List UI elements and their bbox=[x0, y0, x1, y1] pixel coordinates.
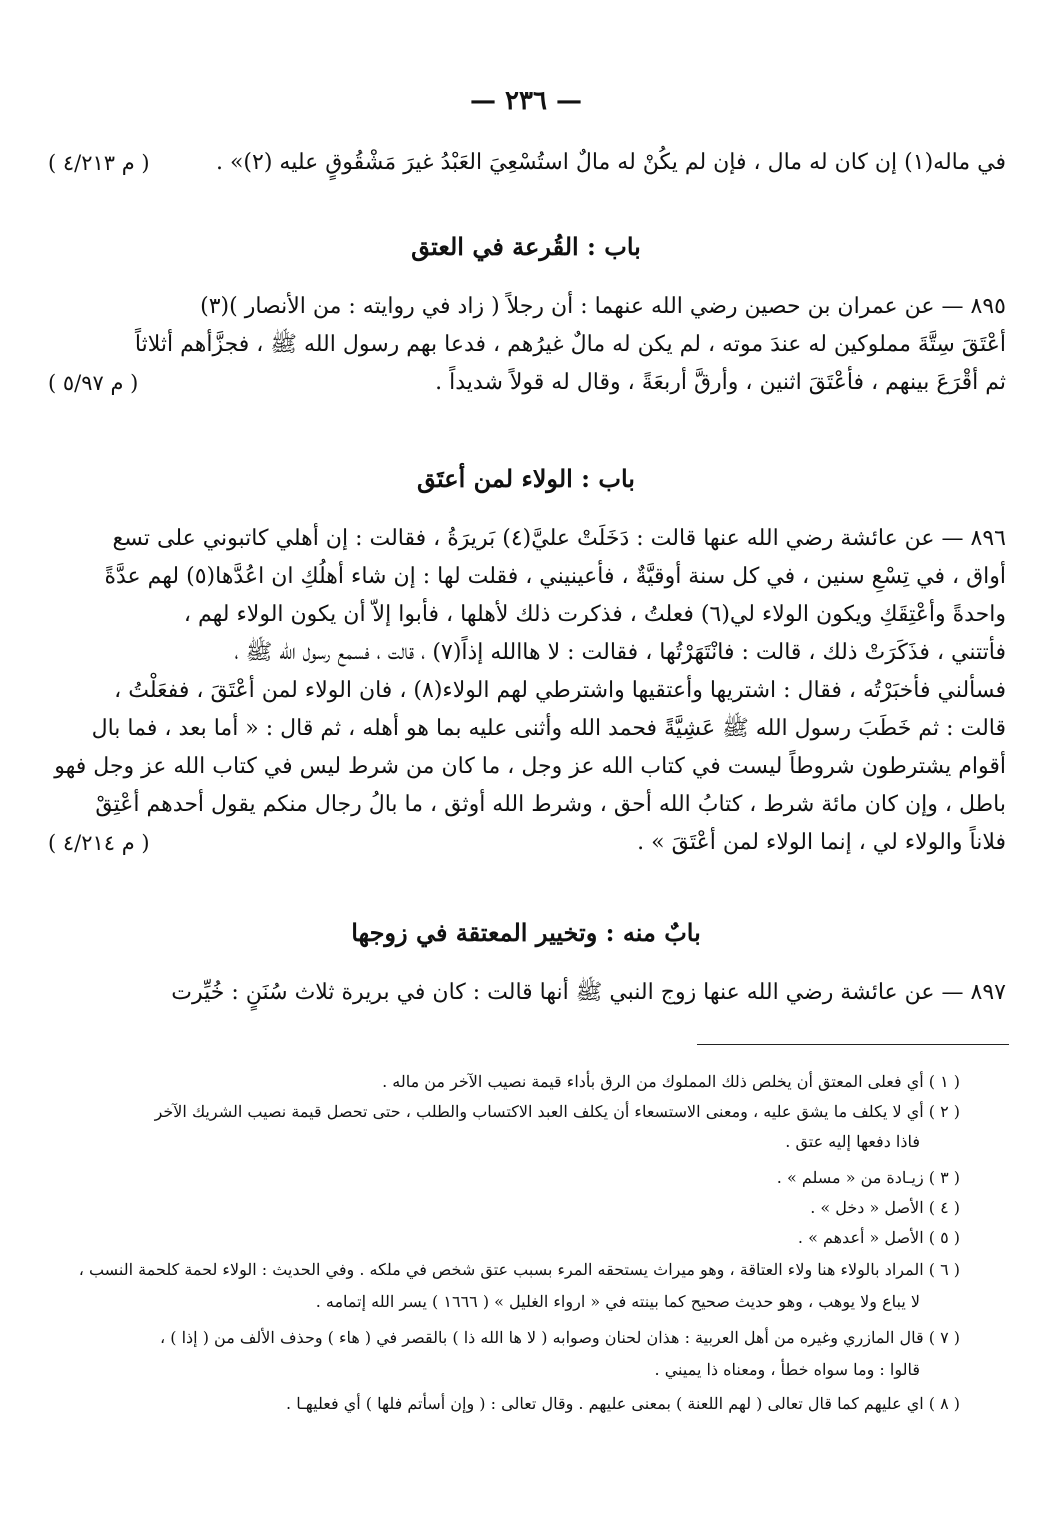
intro-continuation bbox=[48, 144, 1006, 182]
footnote-2-continuation: فاذا دفعها إليه عتق . bbox=[785, 1132, 920, 1151]
footnote-6-continuation: لا يباع ولا يوهب ، وهو حديث صحيح كما بينته في « ارواء الغليل » ( ١٦٦٦ ) يسر الله إتمامه . bbox=[315, 1292, 920, 1311]
hadith-line: واحدةً وأعْتِقَكِ ويكون الولاء لي(٦) فعلتُ ، فذكرت ذلك لأهلها ، فأبوا إلاّ أن يكون الولاء لهم ، bbox=[183, 602, 1006, 627]
hadith-line: باطل ، وإن كان مائة شرط ، كتابُ الله أحق ، وشرط الله أوثق ، ما بالُ رجال منكم يقول أحدهم أعْتِقْ bbox=[95, 792, 1006, 817]
footnote-5: ( ٥ ) الأصل « أعدهم » . bbox=[797, 1228, 960, 1247]
hadith-line: ثم أقْرَعَ بينهم ، فأعْتَقَ اثنين ، وأرقَّ أربعَةً ، وقال له قولاً شديداً . bbox=[435, 370, 1006, 395]
footnote-8: ( ٨ ) اي عليهم كما قال تعالى ( لهم اللعنة ) بمعنى عليهم . وقال تعالى : ( وإن أسأتم فلها ) أي فعليهـا . bbox=[286, 1394, 960, 1413]
footnote-6: ( ٦ ) المراد بالولاء هنا ولاء العتاقة ، وهو ميراث يستحقه المرء بسبب عتق شخص في ملكه . وفي الحديث : الولاء لحمة كلحمة النسب ، bbox=[78, 1260, 960, 1279]
footnote-divider bbox=[697, 1044, 1009, 1045]
hadith-895 bbox=[48, 288, 1006, 402]
intro-reference: ( م ٤/٢١٣ ) bbox=[48, 151, 150, 175]
hadith-line: فلاناً والولاء لي ، إنما الولاء لمن أعْتَقَ » . bbox=[637, 830, 1006, 855]
hadith-line: أواق ، في تِسْعِ سنين ، في كل سنة أوقيَّةٌ ، فأعينيني ، فقلت لها : إن شاء أهلُكِ ان اعُدَّها(٥) لهم عدَّةً bbox=[104, 564, 1006, 589]
hadith-line: فسألني فأخبَرْتُه ، فقال : اشتريها وأعتقيها واشترطي لهم الولاء(٨) ، فان الولاء لمن أعْتَقَ ، ففعَلْتُ ، bbox=[114, 678, 1006, 703]
footnote-7: ( ٧ ) قال المازري وغيره من أهل العربية : هذان لحنان وصوابه ( لا ها الله ذا ) بالقصر في ( هاء ) وحذف الألف من ( إذا ) ، bbox=[160, 1328, 960, 1347]
hadith-line: ٨٩٥ — عن عمران بن حصين رضي الله عنهما : أن رجلاً ( زاد في روايته : من الأنصار )(٣) bbox=[200, 294, 1006, 319]
hadith-897 bbox=[48, 974, 1006, 1012]
footnote-3: ( ٣ ) زيـادة من « مسلم » . bbox=[776, 1168, 960, 1187]
footnote-7-continuation: قالوا : وما سواه خطأ ، ومعناه ذا يميني . bbox=[654, 1360, 920, 1379]
hadith-line: أقوام يشترطون شروطاً ليست في كتاب الله عز وجل ، ما كان من شرط ليس في كتاب الله عز وجل فهو bbox=[54, 754, 1006, 779]
hadith-reference: ( م ٥/٩٧ ) bbox=[48, 371, 139, 395]
hadith-line: قالت : ثم خَطَبَ رسول الله ﷺ عَشِيَّةً فحمد الله وأثنى عليه بما هو أهله ، ثم قال : « أما بعد ، فما بال bbox=[91, 716, 1006, 741]
footnote-1: ( ١ ) أي فعلى المعتق أن يخلص ذلك المملوك من الرق بأداء قيمة نصيب الآخر من ماله . bbox=[382, 1072, 960, 1091]
intro-text: في ماله(١) إن كان له مال ، فإن لم يكُنْ له مالٌ استُسْعِيَ العَبْدُ غيرَ مَشْقُوقٍ عليه (٢)» . bbox=[215, 150, 1006, 175]
footnote-2: ( ٢ ) أي لا يكلف ما يشق عليه ، ومعنى الاستسعاء أن يكلف العبد الاكتساب والطلب ، حتى تحصل قيمة نصيب الشريك الآخر bbox=[154, 1102, 960, 1121]
section-heading-wala: باب : الولاء لمن أعتَق bbox=[417, 464, 635, 493]
hadith-line: أعْتَقَ سِتَّةَ مملوكين له عندَ موته ، لم يكن له مالٌ غيرُهم ، فدعا بهم رسول الله ﷺ ، فجزَّأهم أثلاثاً bbox=[134, 332, 1006, 357]
hadith-reference: ( م ٤/٢١٤ ) bbox=[48, 831, 150, 855]
footnote-4: ( ٤ ) الأصل « دخل » . bbox=[810, 1198, 960, 1217]
hadith-line: ٨٩٦ — عن عائشة رضي الله عنها قالت : دَخَلَتْ عليَّ(٤) بَريرَةُ ، فقالت : إن أهلي كاتبوني على تسع bbox=[112, 526, 1006, 551]
page-number: — ٢٣٦ — bbox=[469, 86, 583, 116]
hadith-896 bbox=[48, 520, 1006, 862]
section-heading-choice: بابٌ منه : وتخيير المعتقة في زوجها bbox=[351, 918, 701, 947]
hadith-line: ٨٩٧ — عن عائشة رضي الله عنها زوج النبي ﷺ أنها قالت : كان في بريرة ثلاث سُنَنٍ : خُيِّرت bbox=[171, 980, 1006, 1005]
section-heading-lot-manumission: باب : القُرعة في العتق bbox=[411, 232, 641, 261]
hadith-line: فأتتني ، فذَكَرَتْ ذلك ، قالت : فانْتَهَرْتُها ، فقالت : لا هاالله إذاً(٧) ، قالت ، فسمع رسول الله ﷺ ، bbox=[234, 640, 1006, 665]
